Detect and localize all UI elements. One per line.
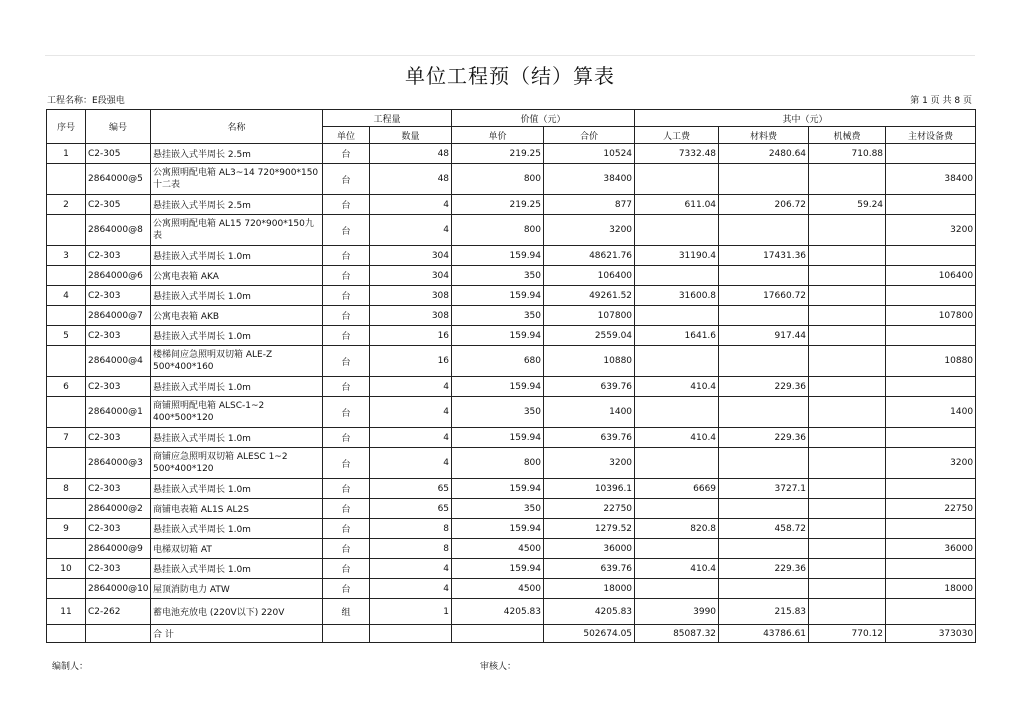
project-label: 工程名称： (47, 96, 93, 106)
row-equipment (886, 479, 976, 499)
row-code: C2-303 (86, 428, 151, 448)
row-unit: 台 (323, 164, 370, 195)
row-unit-price: 159.94 (452, 377, 544, 397)
row-seq (47, 215, 86, 246)
row-labor (635, 499, 719, 519)
row-labor (635, 346, 719, 377)
row-qty: 4 (370, 397, 452, 428)
row-labor: 410.4 (635, 428, 719, 448)
totals-machine: 770.12 (809, 625, 886, 643)
row-name: 悬挂嵌入式半周长 1.0m (151, 519, 323, 539)
row-machine: 710.88 (809, 144, 886, 164)
row-qty: 48 (370, 144, 452, 164)
row-equipment: 107800 (886, 306, 976, 326)
row-unit: 台 (323, 377, 370, 397)
row-seq: 10 (47, 559, 86, 579)
row-labor (635, 539, 719, 559)
row-name: 蓄电池充放电 (220V以下) 220V (151, 599, 323, 625)
row-code: 2864000@5 (86, 164, 151, 195)
row-qty: 65 (370, 479, 452, 499)
row-equipment: 3200 (886, 448, 976, 479)
row-name: 悬挂嵌入式半周长 1.0m (151, 286, 323, 306)
row-unit-price: 219.25 (452, 144, 544, 164)
row-labor: 31600.8 (635, 286, 719, 306)
row-code: C2-303 (86, 246, 151, 266)
header-seq: 序号 (47, 110, 86, 144)
row-equipment (886, 144, 976, 164)
row-equipment (886, 428, 976, 448)
row-machine (809, 579, 886, 599)
table-row (47, 479, 976, 499)
row-total: 107800 (544, 306, 635, 326)
row-seq: 9 (47, 519, 86, 539)
row-unit: 台 (323, 448, 370, 479)
row-seq: 7 (47, 428, 86, 448)
row-machine (809, 599, 886, 625)
row-unit: 台 (323, 428, 370, 448)
row-code: 2864000@4 (86, 346, 151, 377)
row-unit: 台 (323, 479, 370, 499)
row-total: 3200 (544, 215, 635, 246)
row-total: 2559.04 (544, 326, 635, 346)
row-total: 36000 (544, 539, 635, 559)
row-qty: 16 (370, 326, 452, 346)
row-name: 商铺应急照明双切箱 ALESC 1~2 500*400*120 (151, 448, 323, 479)
row-unit: 台 (323, 246, 370, 266)
header-labor: 人工费 (635, 127, 719, 144)
row-equipment (886, 286, 976, 306)
row-machine (809, 326, 886, 346)
row-unit: 台 (323, 559, 370, 579)
row-equipment: 106400 (886, 266, 976, 286)
budget-table (46, 109, 976, 643)
row-labor: 820.8 (635, 519, 719, 539)
project-value: E段强电 (92, 96, 125, 106)
row-seq: 6 (47, 377, 86, 397)
row-unit-price: 159.94 (452, 326, 544, 346)
header-value-group: 价值（元） (452, 110, 635, 127)
row-labor: 31190.4 (635, 246, 719, 266)
row-machine (809, 559, 886, 579)
row-name: 悬挂嵌入式半周长 1.0m (151, 428, 323, 448)
prepared-by-label: 编制人： (52, 662, 89, 672)
row-qty: 308 (370, 286, 452, 306)
row-seq: 8 (47, 479, 86, 499)
row-qty: 304 (370, 266, 452, 286)
row-equipment: 18000 (886, 579, 976, 599)
table-row (47, 579, 976, 599)
totals-equipment: 373030 (886, 625, 976, 643)
row-labor (635, 397, 719, 428)
row-machine (809, 539, 886, 559)
row-unit-price: 159.94 (452, 428, 544, 448)
totals-qty (370, 625, 452, 643)
row-unit: 台 (323, 266, 370, 286)
row-unit: 台 (323, 519, 370, 539)
row-labor: 1641.6 (635, 326, 719, 346)
header-unit-price: 单价 (452, 127, 544, 144)
row-name: 公寓电表箱 AKA (151, 266, 323, 286)
row-labor (635, 266, 719, 286)
table-row (47, 286, 976, 306)
header-quantity-group: 工程量 (323, 110, 452, 127)
header-unit: 单位 (323, 127, 370, 144)
row-code: C2-303 (86, 479, 151, 499)
row-labor: 7332.48 (635, 144, 719, 164)
totals-seq (47, 625, 86, 643)
row-unit-price: 159.94 (452, 246, 544, 266)
row-seq (47, 397, 86, 428)
table-row (47, 559, 976, 579)
row-unit: 台 (323, 397, 370, 428)
row-machine (809, 479, 886, 499)
totals-code (86, 625, 151, 643)
row-qty: 8 (370, 519, 452, 539)
row-material (719, 346, 809, 377)
row-machine (809, 428, 886, 448)
row-material: 229.36 (719, 559, 809, 579)
row-qty: 16 (370, 346, 452, 377)
row-name: 屋顶消防电力 ATW (151, 579, 323, 599)
totals-label: 合 计 (151, 625, 323, 643)
row-qty: 304 (370, 246, 452, 266)
totals-labor: 85087.32 (635, 625, 719, 643)
row-total: 639.76 (544, 377, 635, 397)
row-labor: 3990 (635, 599, 719, 625)
table-row (47, 377, 976, 397)
row-labor (635, 306, 719, 326)
row-equipment (886, 519, 976, 539)
row-labor (635, 215, 719, 246)
row-unit: 台 (323, 346, 370, 377)
row-unit: 台 (323, 539, 370, 559)
row-total: 38400 (544, 164, 635, 195)
row-material: 215.83 (719, 599, 809, 625)
table-row (47, 539, 976, 559)
row-material: 17431.36 (719, 246, 809, 266)
row-total: 4205.83 (544, 599, 635, 625)
row-name: 悬挂嵌入式半周长 2.5m (151, 144, 323, 164)
row-material: 229.36 (719, 428, 809, 448)
row-equipment: 3200 (886, 215, 976, 246)
row-material (719, 448, 809, 479)
row-name: 公寓照明配电箱 AL3~14 720*900*150十二表 (151, 164, 323, 195)
row-code: C2-303 (86, 326, 151, 346)
table-row (47, 306, 976, 326)
row-equipment: 22750 (886, 499, 976, 519)
row-name: 悬挂嵌入式半周长 1.0m (151, 559, 323, 579)
row-code: 2864000@7 (86, 306, 151, 326)
project-name (47, 93, 125, 106)
row-qty: 8 (370, 539, 452, 559)
row-qty: 4 (370, 195, 452, 215)
row-equipment: 1400 (886, 397, 976, 428)
row-unit-price: 800 (452, 448, 544, 479)
row-material (719, 397, 809, 428)
row-code: C2-305 (86, 195, 151, 215)
header-breakdown-group: 其中（元） (635, 110, 976, 127)
header-qty: 数量 (370, 127, 452, 144)
row-unit-price: 219.25 (452, 195, 544, 215)
row-machine (809, 519, 886, 539)
row-total: 10524 (544, 144, 635, 164)
row-material: 206.72 (719, 195, 809, 215)
row-labor (635, 164, 719, 195)
row-qty: 4 (370, 448, 452, 479)
row-seq: 4 (47, 286, 86, 306)
row-seq (47, 306, 86, 326)
row-unit: 组 (323, 599, 370, 625)
row-name: 商铺电表箱 AL1S AL2S (151, 499, 323, 519)
row-material (719, 306, 809, 326)
totals-material: 43786.61 (719, 625, 809, 643)
row-equipment (886, 377, 976, 397)
row-equipment: 38400 (886, 164, 976, 195)
row-code: 2864000@8 (86, 215, 151, 246)
row-name: 商铺照明配电箱 ALSC-1~2 400*500*120 (151, 397, 323, 428)
table-row (47, 215, 976, 246)
row-total: 3200 (544, 448, 635, 479)
header-machine: 机械费 (809, 127, 886, 144)
row-material: 3727.1 (719, 479, 809, 499)
row-seq: 3 (47, 246, 86, 266)
row-material: 917.44 (719, 326, 809, 346)
row-total: 106400 (544, 266, 635, 286)
row-unit-price: 159.94 (452, 286, 544, 306)
row-name: 悬挂嵌入式半周长 1.0m (151, 326, 323, 346)
totals-total: 502674.05 (544, 625, 635, 643)
row-unit-price: 159.94 (452, 559, 544, 579)
row-total: 1400 (544, 397, 635, 428)
row-total: 22750 (544, 499, 635, 519)
row-code: 2864000@10 (86, 579, 151, 599)
row-material: 17660.72 (719, 286, 809, 306)
row-labor: 410.4 (635, 377, 719, 397)
page-title: 单位工程预（结）算表 (405, 64, 615, 88)
row-material: 458.72 (719, 519, 809, 539)
row-unit: 台 (323, 326, 370, 346)
row-unit-price: 4205.83 (452, 599, 544, 625)
row-code: C2-303 (86, 286, 151, 306)
row-unit-price: 350 (452, 266, 544, 286)
table-row (47, 599, 976, 625)
row-name: 电梯双切箱 AT (151, 539, 323, 559)
row-equipment (886, 599, 976, 625)
row-material (719, 215, 809, 246)
totals-unit (323, 625, 370, 643)
row-code: 2864000@9 (86, 539, 151, 559)
row-equipment (886, 195, 976, 215)
row-total: 10396.1 (544, 479, 635, 499)
row-total: 877 (544, 195, 635, 215)
row-unit-price: 159.94 (452, 519, 544, 539)
row-unit: 台 (323, 215, 370, 246)
row-machine (809, 377, 886, 397)
row-unit-price: 350 (452, 306, 544, 326)
row-qty: 308 (370, 306, 452, 326)
row-unit: 台 (323, 306, 370, 326)
row-qty: 1 (370, 599, 452, 625)
table-row (47, 164, 976, 195)
row-machine (809, 397, 886, 428)
header-name: 名称 (151, 110, 323, 144)
row-labor (635, 448, 719, 479)
row-qty: 4 (370, 377, 452, 397)
row-total: 10880 (544, 346, 635, 377)
row-code: 2864000@3 (86, 448, 151, 479)
row-name: 公寓照明配电箱 AL15 720*900*150九表 (151, 215, 323, 246)
row-unit-price: 350 (452, 499, 544, 519)
row-name: 悬挂嵌入式半周长 1.0m (151, 246, 323, 266)
row-machine (809, 246, 886, 266)
table-row (47, 499, 976, 519)
row-seq (47, 579, 86, 599)
row-total: 18000 (544, 579, 635, 599)
row-qty: 4 (370, 579, 452, 599)
row-name: 悬挂嵌入式半周长 2.5m (151, 195, 323, 215)
row-code: 2864000@2 (86, 499, 151, 519)
row-equipment: 36000 (886, 539, 976, 559)
row-unit-price: 350 (452, 397, 544, 428)
row-labor: 410.4 (635, 559, 719, 579)
table-row (47, 448, 976, 479)
row-machine (809, 499, 886, 519)
row-qty: 48 (370, 164, 452, 195)
row-total: 639.76 (544, 428, 635, 448)
table-row (47, 326, 976, 346)
row-seq: 2 (47, 195, 86, 215)
header-code: 编号 (86, 110, 151, 144)
row-material (719, 539, 809, 559)
row-machine (809, 266, 886, 286)
row-equipment: 10880 (886, 346, 976, 377)
row-seq: 5 (47, 326, 86, 346)
row-total: 639.76 (544, 559, 635, 579)
row-name: 公寓电表箱 AKB (151, 306, 323, 326)
row-labor (635, 579, 719, 599)
table-body (47, 144, 976, 625)
row-material: 229.36 (719, 377, 809, 397)
page-indicator: 第 1 页 共 8 页 (910, 96, 972, 106)
header-total-price: 合价 (544, 127, 635, 144)
table-row (47, 195, 976, 215)
row-machine (809, 306, 886, 326)
row-qty: 4 (370, 215, 452, 246)
row-seq (47, 448, 86, 479)
row-unit: 台 (323, 286, 370, 306)
row-qty: 65 (370, 499, 452, 519)
row-equipment (886, 246, 976, 266)
row-unit-price: 4500 (452, 579, 544, 599)
reviewed-by-label: 审核人： (480, 662, 517, 672)
row-labor: 611.04 (635, 195, 719, 215)
totals-unit-price (452, 625, 544, 643)
row-code: C2-303 (86, 559, 151, 579)
row-material (719, 579, 809, 599)
row-machine (809, 346, 886, 377)
row-machine (809, 286, 886, 306)
row-total: 48621.76 (544, 246, 635, 266)
row-material: 2480.64 (719, 144, 809, 164)
table-row (47, 246, 976, 266)
table-row (47, 397, 976, 428)
row-seq: 11 (47, 599, 86, 625)
row-total: 49261.52 (544, 286, 635, 306)
row-total: 1279.52 (544, 519, 635, 539)
row-qty: 4 (370, 559, 452, 579)
row-machine (809, 164, 886, 195)
row-unit-price: 4500 (452, 539, 544, 559)
row-code: C2-305 (86, 144, 151, 164)
row-material (719, 499, 809, 519)
row-seq (47, 346, 86, 377)
totals-row (47, 625, 976, 643)
row-material (719, 164, 809, 195)
row-unit-price: 159.94 (452, 479, 544, 499)
row-material (719, 266, 809, 286)
row-code: C2-303 (86, 377, 151, 397)
row-seq (47, 164, 86, 195)
row-seq (47, 266, 86, 286)
table-row (47, 346, 976, 377)
row-seq (47, 499, 86, 519)
table-row (47, 266, 976, 286)
row-machine: 59.24 (809, 195, 886, 215)
row-equipment (886, 326, 976, 346)
table-row (47, 428, 976, 448)
row-name: 楼梯间应急照明双切箱 ALE-Z 500*400*160 (151, 346, 323, 377)
row-unit: 台 (323, 499, 370, 519)
row-code: C2-303 (86, 519, 151, 539)
row-machine (809, 448, 886, 479)
row-unit-price: 800 (452, 215, 544, 246)
row-name: 悬挂嵌入式半周长 1.0m (151, 479, 323, 499)
row-labor: 6669 (635, 479, 719, 499)
row-unit: 台 (323, 195, 370, 215)
row-code: 2864000@1 (86, 397, 151, 428)
table-row (47, 519, 976, 539)
row-machine (809, 215, 886, 246)
row-seq (47, 539, 86, 559)
header-equipment: 主材设备费 (886, 127, 976, 144)
row-unit: 台 (323, 579, 370, 599)
row-unit-price: 800 (452, 164, 544, 195)
row-seq: 1 (47, 144, 86, 164)
row-code: C2-262 (86, 599, 151, 625)
header-material: 材料费 (719, 127, 809, 144)
table-row (47, 144, 976, 164)
row-name: 悬挂嵌入式半周长 1.0m (151, 377, 323, 397)
row-equipment (886, 559, 976, 579)
row-code: 2864000@6 (86, 266, 151, 286)
row-unit: 台 (323, 144, 370, 164)
row-unit-price: 680 (452, 346, 544, 377)
row-qty: 4 (370, 428, 452, 448)
